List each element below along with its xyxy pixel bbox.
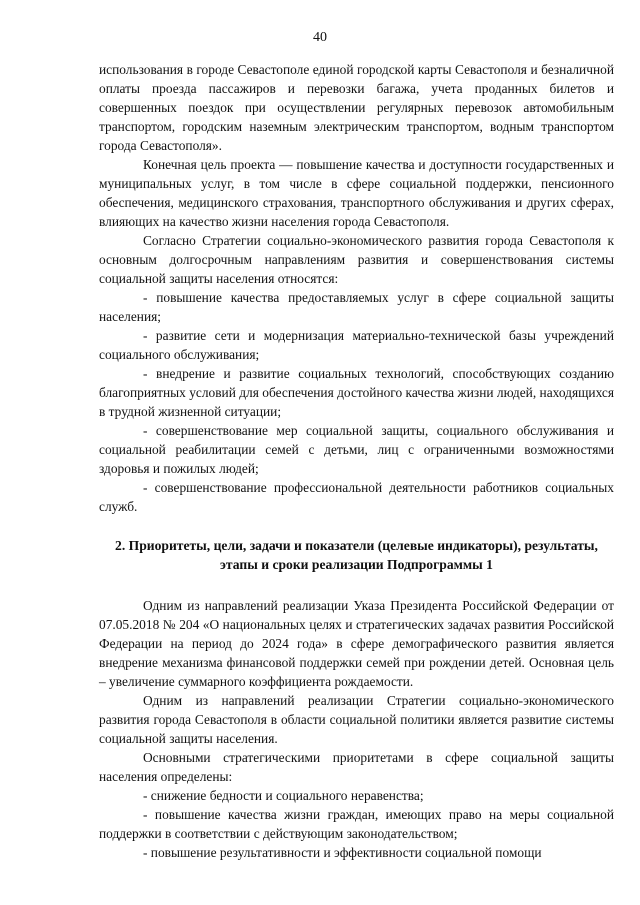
paragraph: Основными стратегическими приоритетами в сфере социальной защиты населения определены: [99, 750, 614, 784]
list-item: - повышение качества предоставляемых услуг в сфере социальной защиты населения; [99, 290, 614, 324]
paragraph: использования в городе Севастополе единой городской карты Севастополя и безналичной оплаты проезда пассажиров и перевозки багажа, учета проданных билетов и совершенных поездок при осуществлении регулярных перевозок автомобильным транспортом, городским наземным электрическим транспортом, водным транспортом города Севастополя». [99, 62, 614, 153]
list-item: - внедрение и развитие социальных технологий, способствующих созданию благоприятных условий для обеспечения достойного качества жизни людей, находящихся в трудной жизненной ситуации; [99, 366, 614, 419]
list-item: - повышение результативности и эффективности социальной помощи [143, 845, 542, 860]
list-item: - повышение качества жизни граждан, имеющих право на меры социальной поддержки в соответствии с действующим законодательством; [99, 807, 614, 841]
paragraph: Одним из направлений реализации Стратегии социально-экономического развития города Севастополя в области социальной политики является развитие системы социальной защиты населения. [99, 693, 614, 746]
paragraph: Согласно Стратегии социально-экономического развития города Севастополя к основным долгосрочным направлениям развития и совершенствования системы социальной защиты населения относятся: [99, 233, 614, 286]
paragraph: Конечная цель проекта — повышение качества и доступности государственных и муниципальных услуг, в том числе в сфере социальной поддержки, пенсионного обеспечения, медицинского страхования, транспортного обслуживания и других сферах, влияющих на качество жизни населения города Севастополя. [99, 157, 614, 229]
list-item: - совершенствование профессиональной деятельности работников социальных служб. [99, 480, 614, 514]
page-number: 40 [313, 30, 327, 45]
list-item: - развитие сети и модернизация материально-технической базы учреждений социального обслуживания; [99, 328, 614, 362]
document-body [99, 60, 614, 862]
list-item: - совершенствование мер социальной защиты, социального обслуживания и социальной реабилитации семей с детьми, лиц с ограниченными возможностями здоровья и пожилых людей; [99, 423, 614, 476]
section-heading: 2. Приоритеты, цели, задачи и показатели (целевые индикаторы), результаты, этапы и сроки реализации Подпрограммы 1 [115, 538, 598, 572]
paragraph: Одним из направлений реализации Указа Президента Российской Федерации от 07.05.2018 № 204 «О национальных целях и стратегических задачах развития Российской Федерации на период до 2024 года» в сфере демографического развития является внедрение механизма финансовой поддержки семей при рождении детей. Основная цель – увеличение суммарного коэффициента рождаемости. [99, 598, 614, 689]
list-item: - снижение бедности и социального неравенства; [143, 788, 424, 803]
